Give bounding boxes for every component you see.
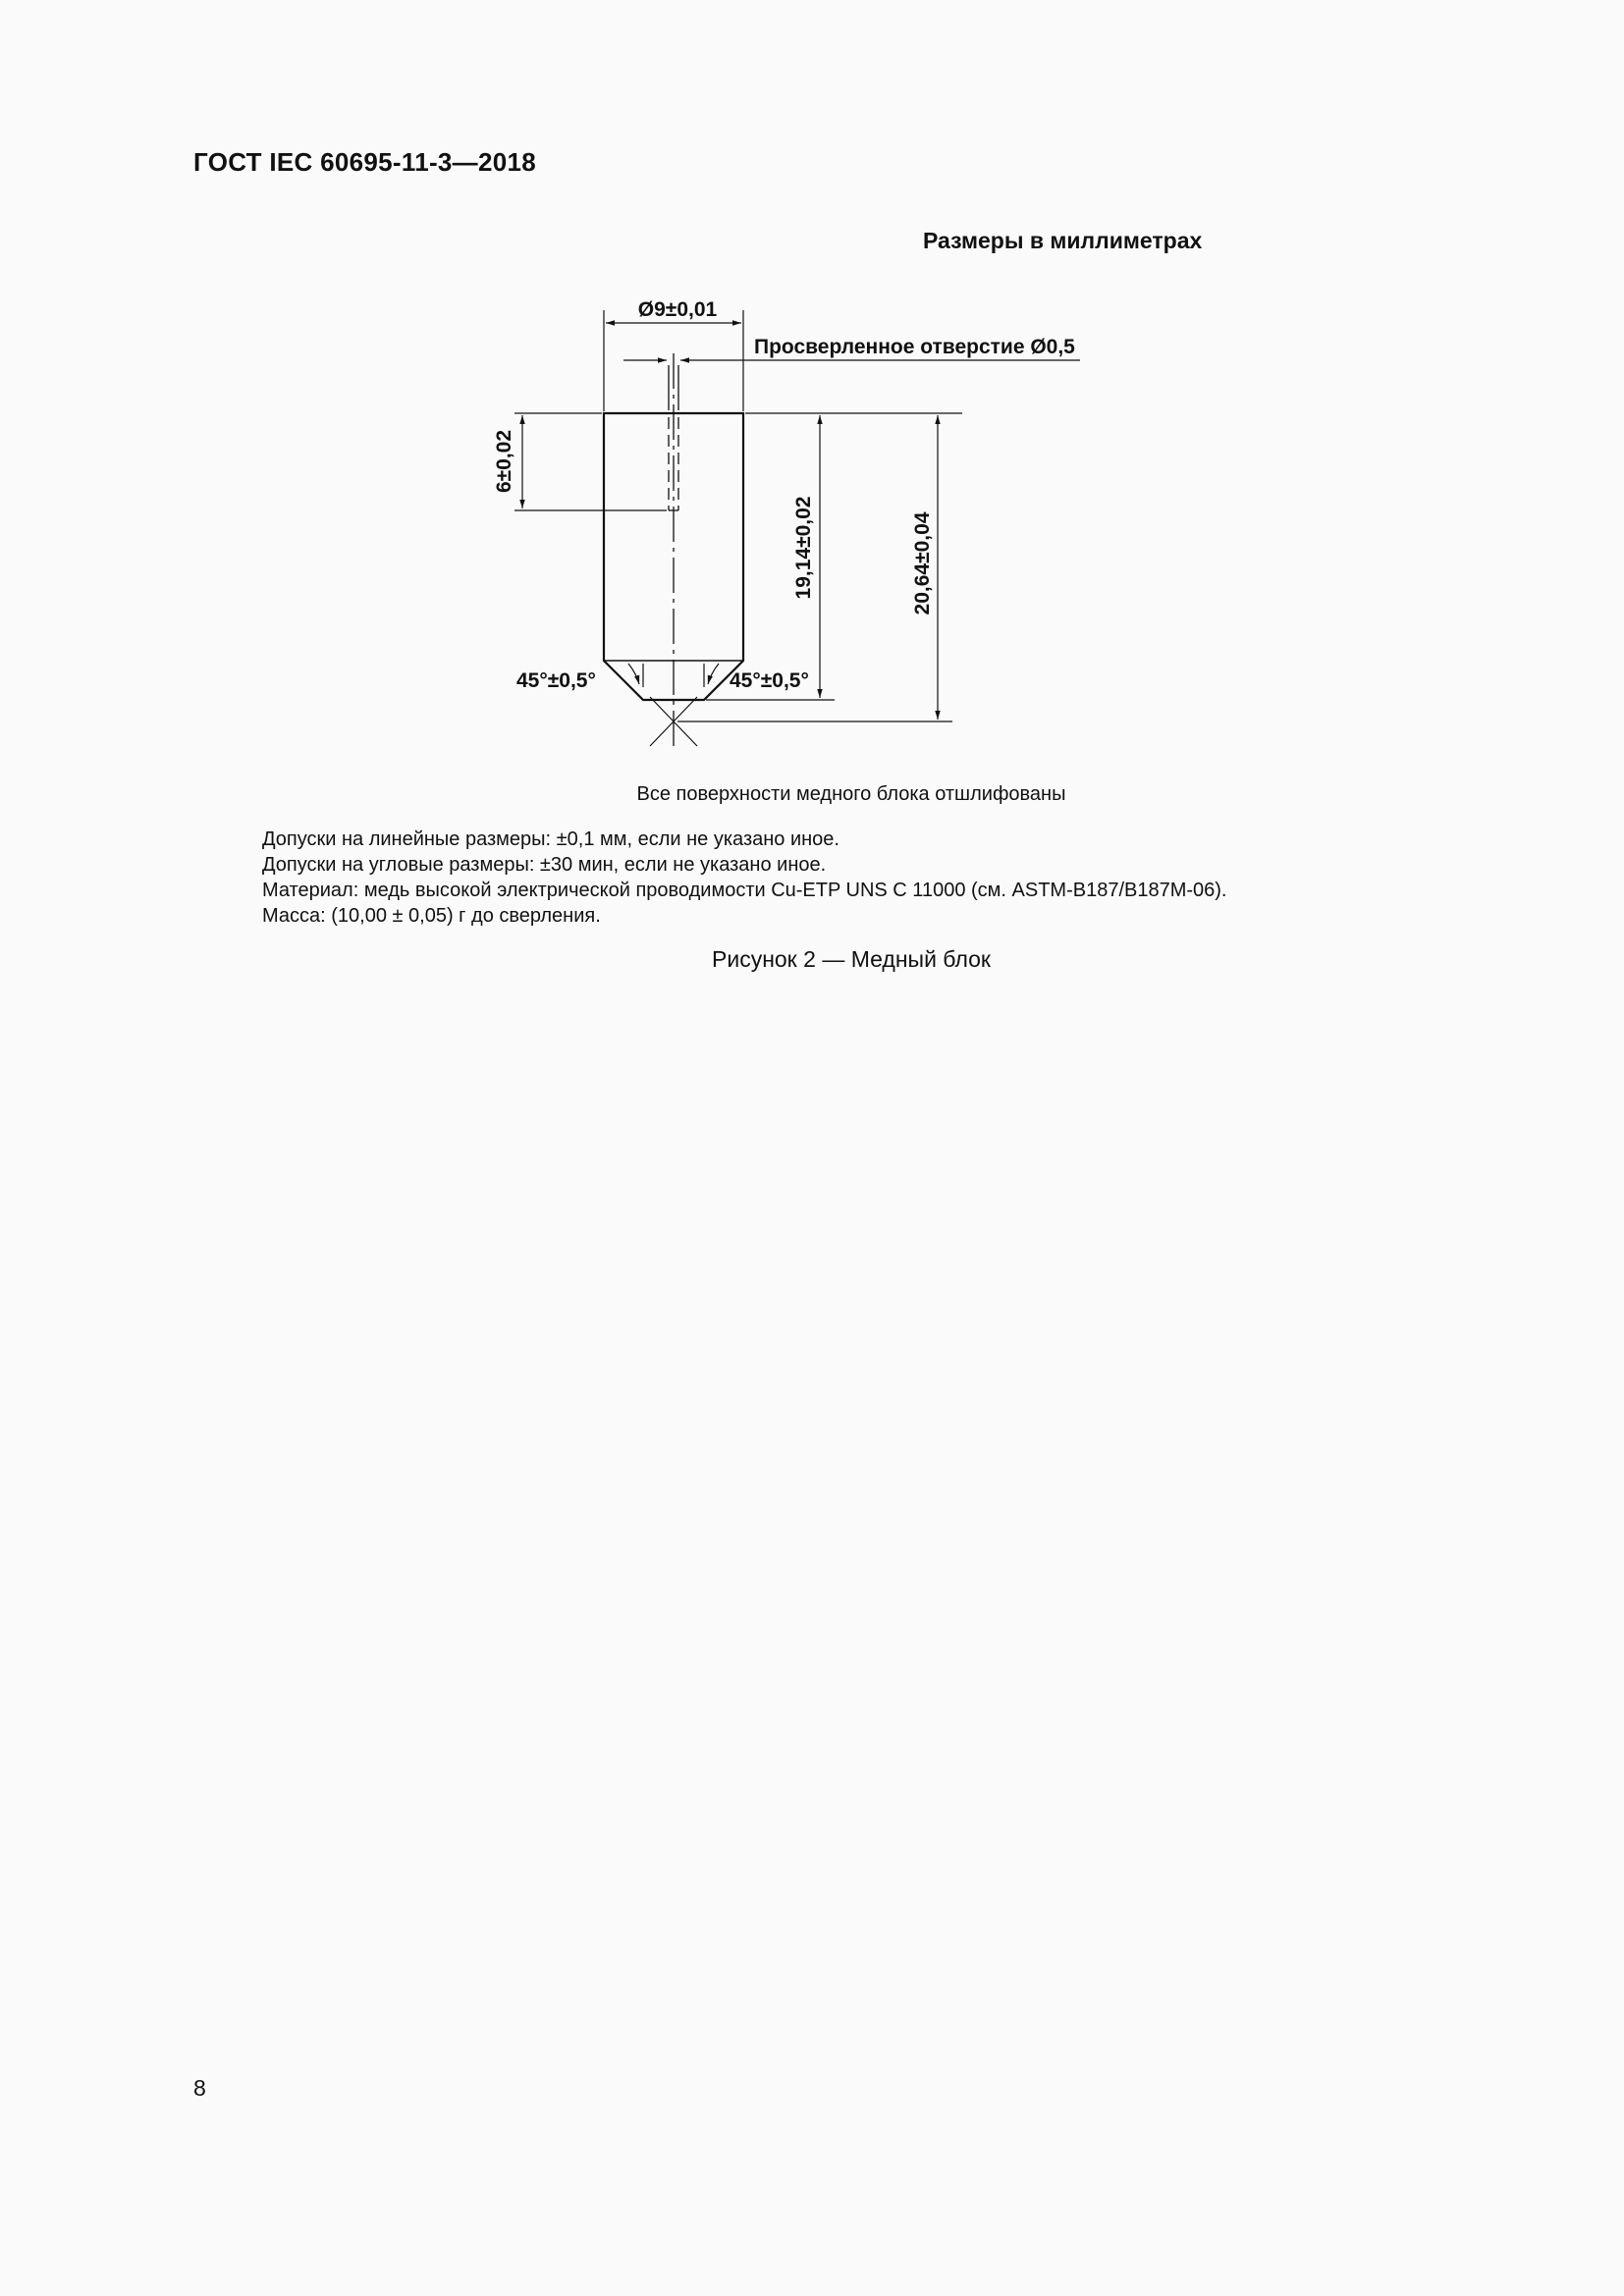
note-angular-tolerance: Допуски на угловые размеры: ±30 мин, если не указано иное. <box>262 854 827 876</box>
chamfer-left-label: 45°±0,5° <box>516 669 596 692</box>
page-number: 8 <box>193 2075 206 2101</box>
body-height-label: 19,14±0,02 <box>792 496 815 600</box>
note-material: Материал: медь высокой электрической проводимости Cu-ETP UNS C 11000 (см. ASTM-B187/B187M-06). <box>262 880 1227 901</box>
hole-depth-dimension <box>514 413 667 510</box>
chamfer-right-label: 45°±0,5° <box>730 669 809 692</box>
total-height-label: 20,64±0,04 <box>911 511 934 615</box>
hole-depth-label: 6±0,02 <box>493 429 515 494</box>
document-header: ГОСТ IEC 60695-11-3—2018 <box>193 147 537 177</box>
diameter-label: Ø9±0,01 <box>637 298 718 321</box>
drilled-hole-label: Просверленное отверстие Ø0,5 <box>754 336 1075 358</box>
tolerance-notes <box>262 827 1227 929</box>
surfaces-note: Все поверхности медного блока отшлифованы <box>636 783 1066 805</box>
note-linear-tolerance: Допуски на линейные размеры: ±0,1 мм, если не указано иное. <box>262 828 839 850</box>
figure-caption: Рисунок 2 — Медный блок <box>712 946 991 972</box>
note-mass: Масса: (10,00 ± 0,05) г до сверления. <box>262 905 601 927</box>
units-note: Размеры в миллиметрах <box>923 228 1203 253</box>
